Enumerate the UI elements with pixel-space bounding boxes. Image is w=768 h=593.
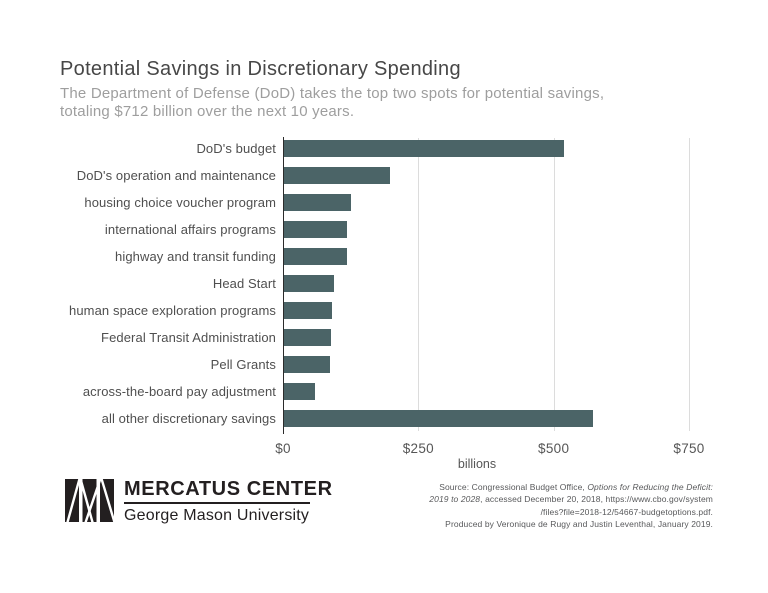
category-label: international affairs programs [104, 222, 276, 237]
category-label: DoD's operation and maintenance [76, 168, 276, 183]
chart-row [0, 135, 768, 162]
category-label: Federal Transit Administration [101, 330, 276, 345]
x-tick-label: $500 [538, 441, 570, 456]
bar [284, 194, 351, 212]
chart-row [0, 378, 768, 405]
bar-track [284, 383, 690, 401]
bar-track [284, 248, 690, 266]
chart-row [0, 162, 768, 189]
bar [284, 410, 593, 428]
chart-title: Potential Savings in Discretionary Spending [60, 58, 461, 80]
category-label: highway and transit funding [115, 249, 276, 264]
category-label: Head Start [212, 276, 276, 291]
chart-row [0, 270, 768, 297]
bar-track [284, 329, 690, 347]
chart-row [0, 189, 768, 216]
bar-track [284, 140, 690, 158]
bar-track [284, 410, 690, 428]
bar-track [284, 302, 690, 320]
chart-subtitle-line-2: totaling $712 billion over the next 10 years. [60, 103, 355, 120]
bar-track [284, 167, 690, 185]
chart-row [0, 324, 768, 351]
source-line-2: 2019 to 2028, accessed December 20, 2018, https://www.cbo.gov/system [429, 494, 713, 505]
x-tick-label: $250 [402, 441, 434, 456]
mercatus-logo-icon [65, 479, 114, 522]
bar [284, 383, 315, 401]
logo-university-name: George Mason University [124, 507, 310, 524]
bar [284, 356, 330, 374]
bar [284, 140, 564, 158]
category-label: housing choice voucher program [84, 195, 276, 210]
category-label: all other discretionary savings [101, 411, 276, 426]
category-label: across-the-board pay adjustment [82, 384, 276, 399]
x-axis-title: billions [457, 457, 497, 471]
category-label: human space exploration programs [69, 303, 276, 318]
bar [284, 275, 334, 293]
logo-org-name: MERCATUS CENTER [124, 478, 333, 500]
chart-row [0, 351, 768, 378]
x-tick-label: $0 [275, 441, 291, 456]
chart-subtitle-line-1: The Department of Defense (DoD) takes the top two spots for potential savings, [60, 85, 605, 102]
bar-track [284, 194, 690, 212]
bar-track [284, 275, 690, 293]
bar-track [284, 221, 690, 239]
bar [284, 167, 390, 185]
bar-track [284, 356, 690, 374]
x-tick-label: $750 [673, 441, 705, 456]
bar [284, 248, 347, 266]
chart-row [0, 243, 768, 270]
bar-chart [0, 137, 768, 482]
source-line-1: Source: Congressional Budget Office, Options for Reducing the Deficit: [439, 482, 713, 492]
source-line-4: Produced by Veronique de Rugy and Justin Leventhal, January 2019. [445, 519, 713, 530]
source-note [283, 481, 713, 531]
source-line-3: /files?file=2018-12/54667-budgetoptions.pdf. [540, 506, 713, 517]
chart-row [0, 405, 768, 432]
chart-row [0, 297, 768, 324]
chart-row [0, 216, 768, 243]
category-label: DoD's budget [196, 141, 276, 156]
chart-subtitle [60, 85, 604, 121]
bar [284, 302, 332, 320]
bar [284, 329, 331, 347]
category-label: Pell Grants [210, 357, 276, 372]
chart-rows [0, 135, 768, 432]
bar [284, 221, 347, 239]
